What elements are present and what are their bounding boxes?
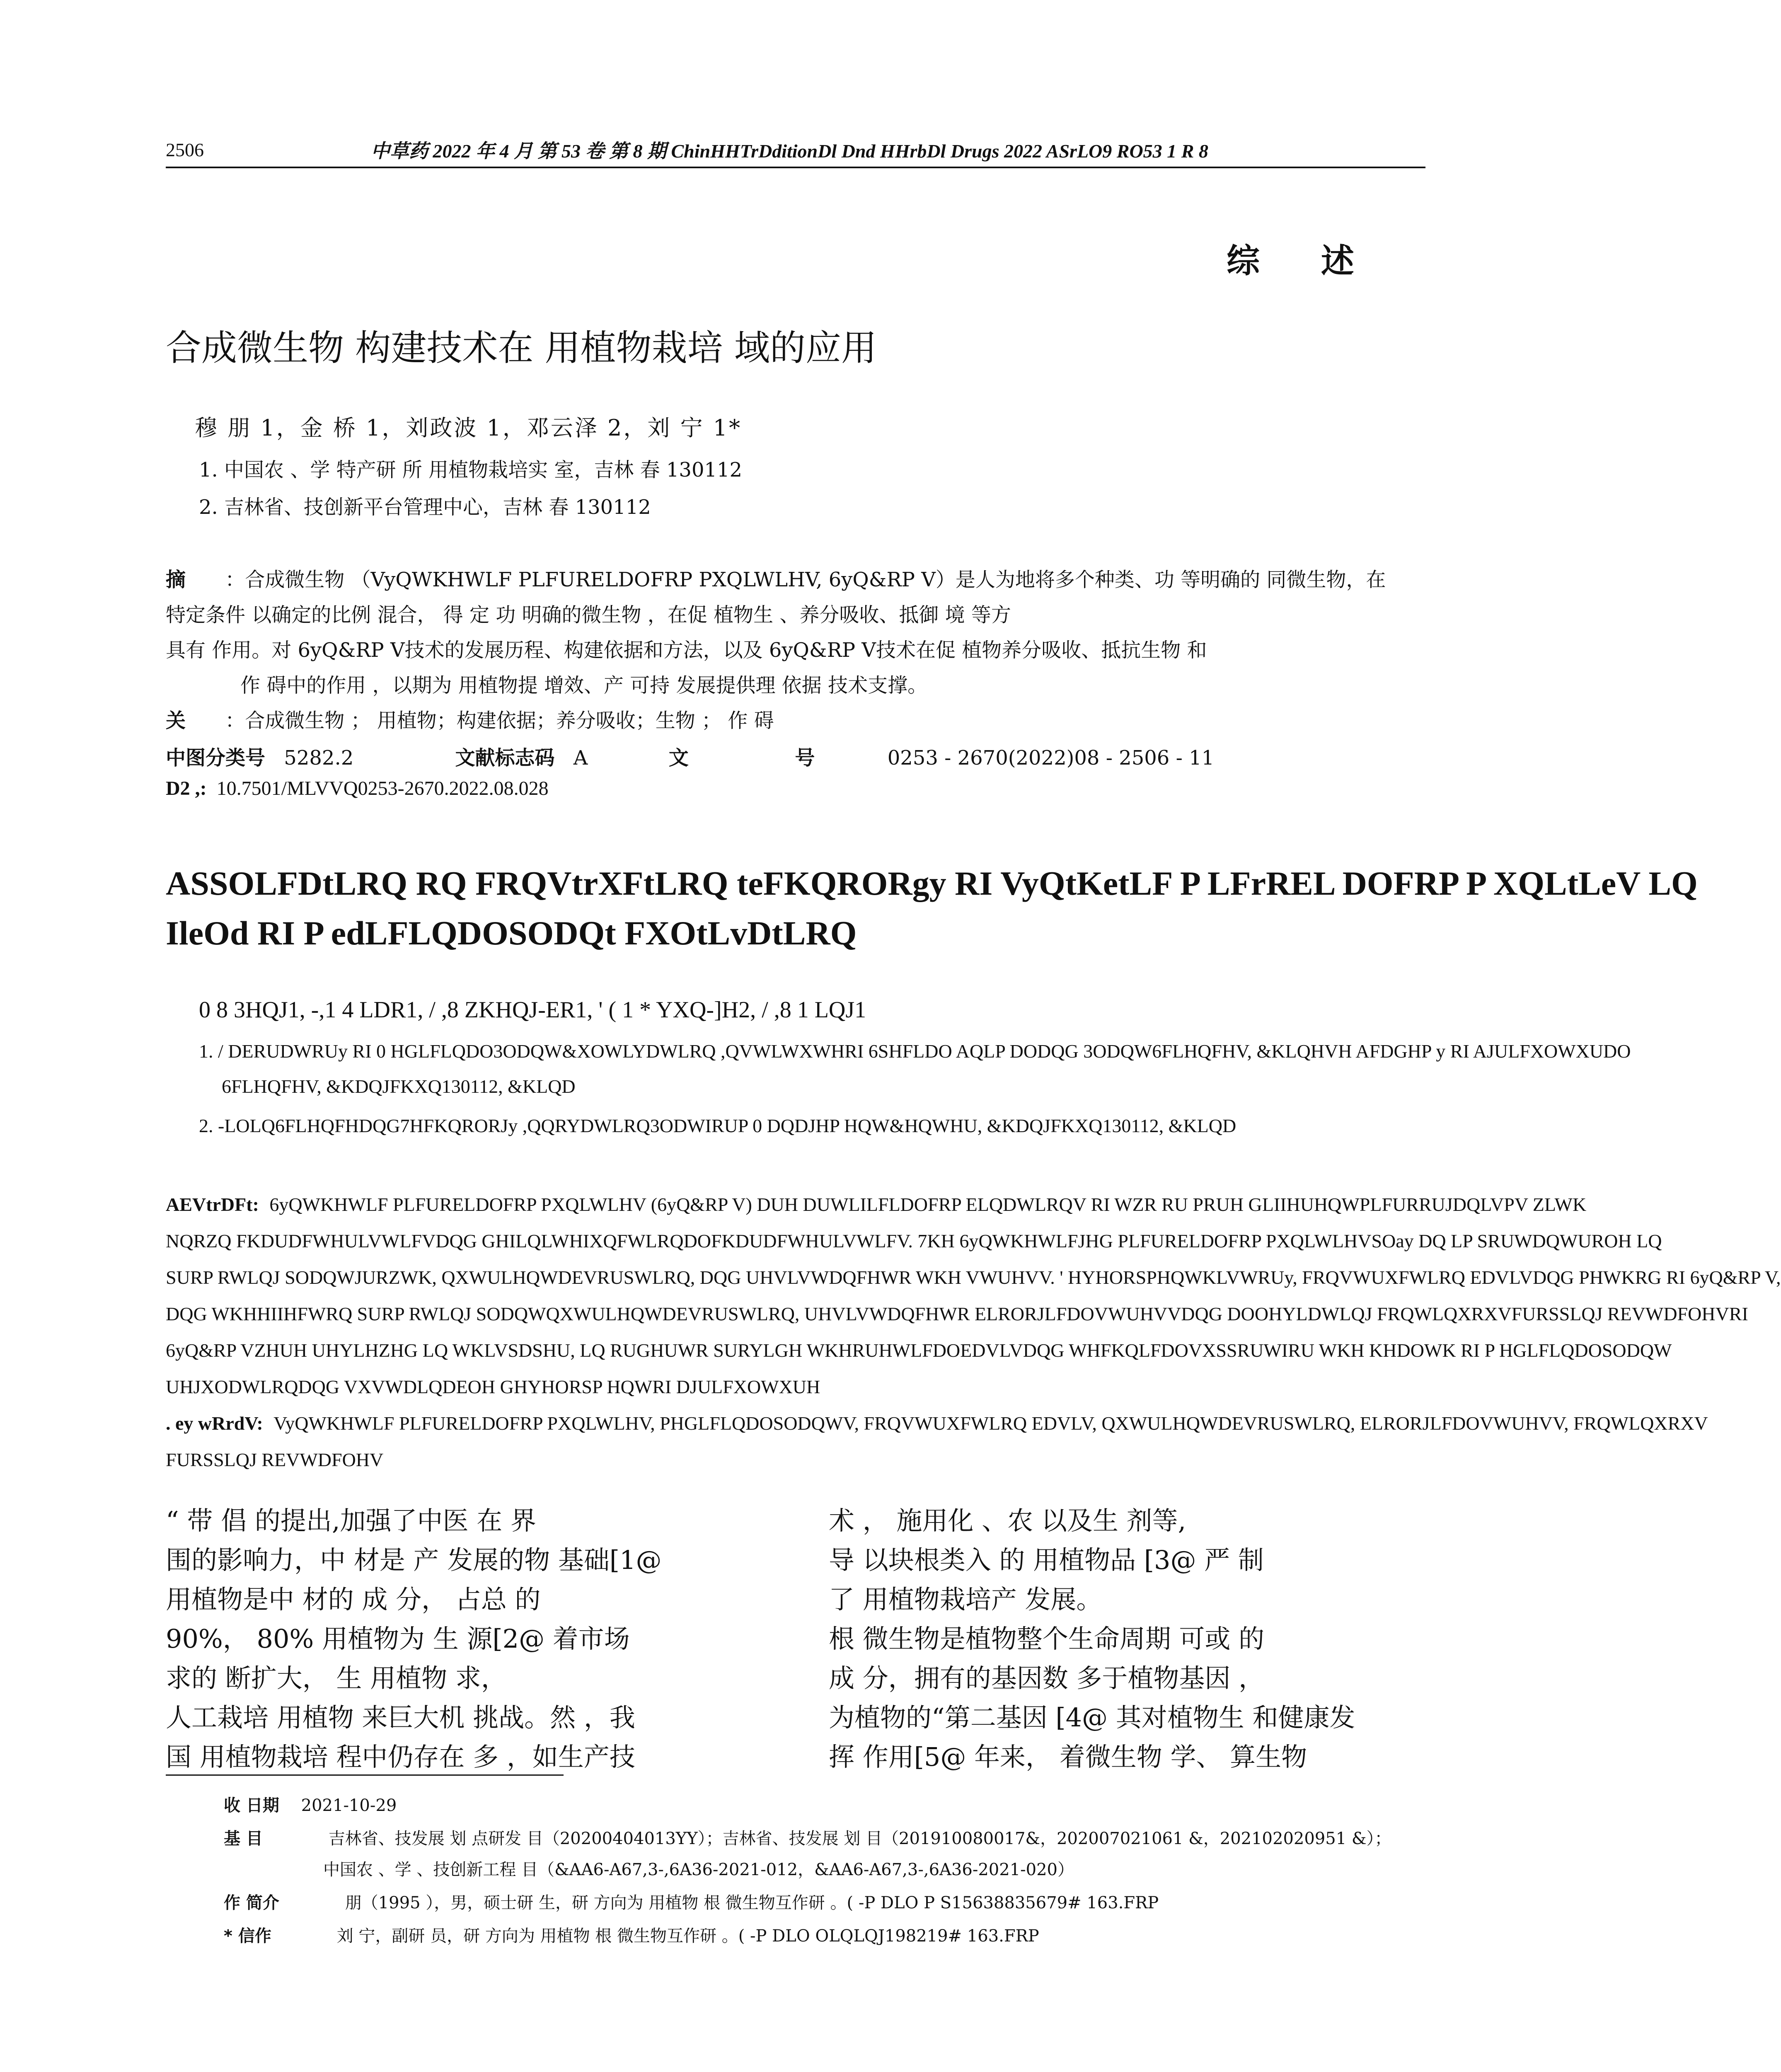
body-text-line: 90%， 80% 用植物为 生 源[2@ 着市场	[166, 1624, 630, 1654]
article-no-label: 文 号	[668, 746, 865, 770]
footnote-author-bio	[224, 1890, 1159, 1913]
body-text-line: 国 用植物栽培 程中仍存在 多 ，如生产技	[166, 1742, 635, 1772]
doc-code-label: 文献标志码	[455, 746, 555, 770]
abstract-en-line: SURP RWLQJ SODQWJURZWK, QXWULHQWDEVRUSWLRQ, DQG UHVLVWDQFHWR WKH VWUHVV. ' HYHORSPHQWKLVWRUy, FRQVWUXFWLRQ EDVLVDQG PHWKRG RI 6yQ&RP V,	[166, 1267, 1781, 1288]
footnote-text: 朋（1995 ），男，硕士研 生，研 方向为 用植物 根 微生物互作研 。( -P DLO P S15638835679# 163.FRP	[345, 1893, 1159, 1912]
article-title-en: IleOd RI P edLFLQDOSODQt FXOtLvDtLRQ	[166, 914, 857, 952]
footnote-label: 作 简介	[224, 1893, 279, 1912]
article-title-en: ASSOLFDtLRQ RQ FRQVtrXFtLRQ teFKQRORgy RI VyQtKetLF P LFrREL DOFRP P XQLtLeV LQ	[166, 864, 1698, 902]
body-text-line: 根 微生物是植物整个生命周期 可或 的	[829, 1624, 1265, 1654]
footnote-received	[224, 1792, 397, 1816]
body-text-line: 挥 作用[5@ 年来， 着微生物 学、 算生物	[829, 1742, 1307, 1772]
footnote-corresponding	[224, 1923, 1039, 1946]
article-title-cn: 合成微生物 构建技术在 用植物栽培 域的应用	[166, 327, 877, 369]
abstract-en-label: AEVtrDFt:	[166, 1194, 259, 1215]
header-rule	[166, 167, 1425, 168]
affiliation-cn: 2. 吉林省、技创新平台管理中心，吉林 春 130112	[199, 496, 651, 519]
footnote-label: * 信作	[224, 1927, 271, 1946]
journal-running-header: 中草药 2022 年 4 月 第 53 卷 第 8 期 ChinHHTrDditionDl Dnd HHrbDl Drugs 2022 ASrLO9 RO53 1 R 8	[371, 140, 1208, 162]
abstract-en-text: 6yQWKHWLF PLFURELDOFRP PXQLWLHV (6yQ&RP V) DUH DUWLILFLDOFRP ELQDWLRQV RI WZR RU PRUH GLIIHUHQWPLFURRUJDQLVPV ZLWK	[269, 1194, 1587, 1215]
footnote-label: 基 目	[224, 1829, 263, 1848]
article-no-value: 0253 - 2670(2022)08 - 2506 - 11	[887, 746, 1215, 770]
abstract-cn-line: 特定条件 以确定的比例 混合， 得 定 功 明确的微生物 ，在促 植物生 、养分吸收、抵御 境 等方	[166, 603, 1011, 627]
body-text-line: 围的影响力，中 材是 产 发展的物 基础[1@	[166, 1545, 662, 1575]
abstract-cn-label: 摘	[166, 568, 186, 591]
body-text-line: 术 ， 施用化 、农 以及生 剂等,	[829, 1506, 1186, 1536]
footnote-funding	[224, 1825, 1391, 1849]
abstract-en-line: UHJXODWLRQDQG VXVWDLQDEOH GHYHORSP HQWRI DJULFXOWXUH	[166, 1376, 820, 1397]
abstract-en-line: NQRZQ FKDUDFWHULVWLFVDQG GHILQLWHIXQFWLRQDOFKDUDFWHULVWLFV. 7KH 6yQWKHWLFJHG PLFURELDOFRP PXQLWLHVSOay DQ LP SRUWDQWUROH LQ	[166, 1230, 1662, 1251]
section-label: 综 述	[1227, 241, 1379, 280]
abstract-cn-line	[166, 564, 1386, 592]
body-text-line: 为植物的“第二基因 [4@ 其对植物生 和健康发	[829, 1702, 1355, 1733]
footnote-text: 吉林省、技发展 划 点研发 目（20200404013YY）；吉林省、技发展 划 目（201910080017&，202007021061 &，202102020951 &）；	[328, 1829, 1391, 1848]
abstract-en-line: 6yQ&RP VZHUH UHYLHZHG LQ WKLVSDSHU, LQ RUGHUWR SURYLGH WKHRUHWLFDOEDVLVDQG WHFKQLFDOVXSSRUWIRU WKH KHDOWK RI P HGLFLQDOSODQW	[166, 1340, 1672, 1361]
body-text-line: 成 分，拥有的基因数 多于植物基因 ，	[829, 1663, 1265, 1693]
keywords-en-line: FURSSLQJ REVWDFOHV	[166, 1449, 384, 1470]
footnote-text: 2021-10-29	[301, 1796, 397, 1815]
keywords-cn-label: 关	[166, 709, 186, 732]
footnote-label: 收 日期	[224, 1796, 279, 1815]
body-text-line: 人工栽培 用植物 来巨大机 挑战。然 ，我	[166, 1702, 635, 1733]
keywords-en-label: . ey wRrdV:	[166, 1413, 263, 1434]
page-number: 2506	[166, 139, 204, 160]
body-text-line: 用植物是中 材的 成 分， 占总 的	[166, 1584, 541, 1615]
body-text-line: 了 用植物栽培产 发展。	[829, 1584, 1102, 1615]
classification-line	[166, 742, 1214, 770]
abstract-en-line	[166, 1193, 1586, 1215]
abstract-cn-line: 具有 作用。对 6yQ&RP V技术的发展历程、构建依据和方法，以及 6yQ&RP V技术在促 植物养分吸收、抵抗生物 和	[166, 639, 1207, 662]
affiliation-en: 6FLHQFHV, &KDQJFKXQ130112, &KLQD	[222, 1076, 576, 1097]
doi-label: D2 ,:	[166, 777, 207, 799]
abstract-en-line: DQG WKHHIIHFWRQ SURP RWLQJ SODQWQXWULHQWDEVRUSWLRQ, UHVLVWDQFHWR ELRORJLFDOVWUHVVDQG DOOHYLDWLQJ FRQWLQXRXVFURSSLQJ REVWDFOHVRI	[166, 1303, 1748, 1324]
authors-cn: 穆 朋 1，金 桥 1，刘政波 1，邓云泽 2，刘 宁 1*	[195, 415, 742, 441]
doi-line	[166, 777, 549, 800]
keywords-en	[166, 1412, 1708, 1434]
footnote-funding-cont: 中国农 、学 、技创新工程 目（&AA6-A67,3-,6A36-2021-012，&AA6-A67,3-,6A36-2021-020）	[323, 1860, 1074, 1879]
keywords-cn	[166, 704, 774, 733]
footnote-rule	[166, 1774, 564, 1776]
abstract-cn-text: ：合成微生物 （VyQWKHWLF PLFURELDOFRP PXQLWLHV, 6yQ&RP V）是人为地将多个种类、功 等明确的 同微生物，在	[225, 568, 1386, 591]
doc-code-value: A	[573, 746, 588, 770]
authors-en: 0 8 3HQJ1, -,1 4 LDR1, / ,8 ZKHQJ-ER1, ' ( 1 * YXQ-]H2, / ,8 1 LQJ1	[199, 997, 866, 1023]
clc-label: 中图分类号	[166, 746, 266, 770]
keywords-en-text: VyQWKHWLF PLFURELDOFRP PXQLWLHV, PHGLFLQDOSODQWV, FRQVWUXFWLRQ EDVLV, QXWULHQWDEVRUSWLRQ, ELRORJLFDOVWUHVV, FRQWLQXRXV	[273, 1413, 1708, 1434]
body-text-line: 求的 断扩大， 生 用植物 求，	[166, 1663, 507, 1693]
footnote-text: 刘 宁，副研 员，研 方向为 用植物 根 微生物互作研 。( -P DLO OLQLQJ198219# 163.FRP	[336, 1927, 1039, 1946]
keywords-cn-text: ：合成微生物 ； 用植物；构建依据；养分吸收；生物 ； 作 碍	[225, 709, 774, 732]
affiliation-cn: 1. 中国农 、学 特产研 所 用植物栽培实 室，吉林 春 130112	[199, 458, 743, 482]
affiliation-en: 2. -LOLQ6FLHQFHDQG7HFKQRORJy ,QQRYDWLRQ3ODWIRUP 0 DQDJHP HQW&HQWHU, &KDQJFKXQ130112, &KLQD	[199, 1115, 1237, 1136]
doi-value: 10.7501/MLVVQ0253-2670.2022.08.028	[216, 777, 549, 799]
clc-value: 5282.2	[284, 746, 354, 770]
affiliation-en: 1. / DERUDWRUy RI 0 HGLFLQDO3ODQW&XOWLYDWLRQ ,QVWLWXWHRI 6SHFLDO AQLP DODQG 3ODQW6FLHQFHV, &KLQHVH AFDGHP y RI AJULFXOWXUDO	[199, 1041, 1631, 1062]
abstract-cn-line: 作 碍中的作用 ，以期为 用植物提 增效、产 可持 发展提供理 依据 技术支撑。	[240, 674, 928, 697]
body-text-line: 导 以块根类入 的 用植物品 [3@ 严 制	[829, 1545, 1264, 1575]
body-text-line: “ 带 倡 的提出,加强了中医 在 界	[166, 1506, 536, 1536]
